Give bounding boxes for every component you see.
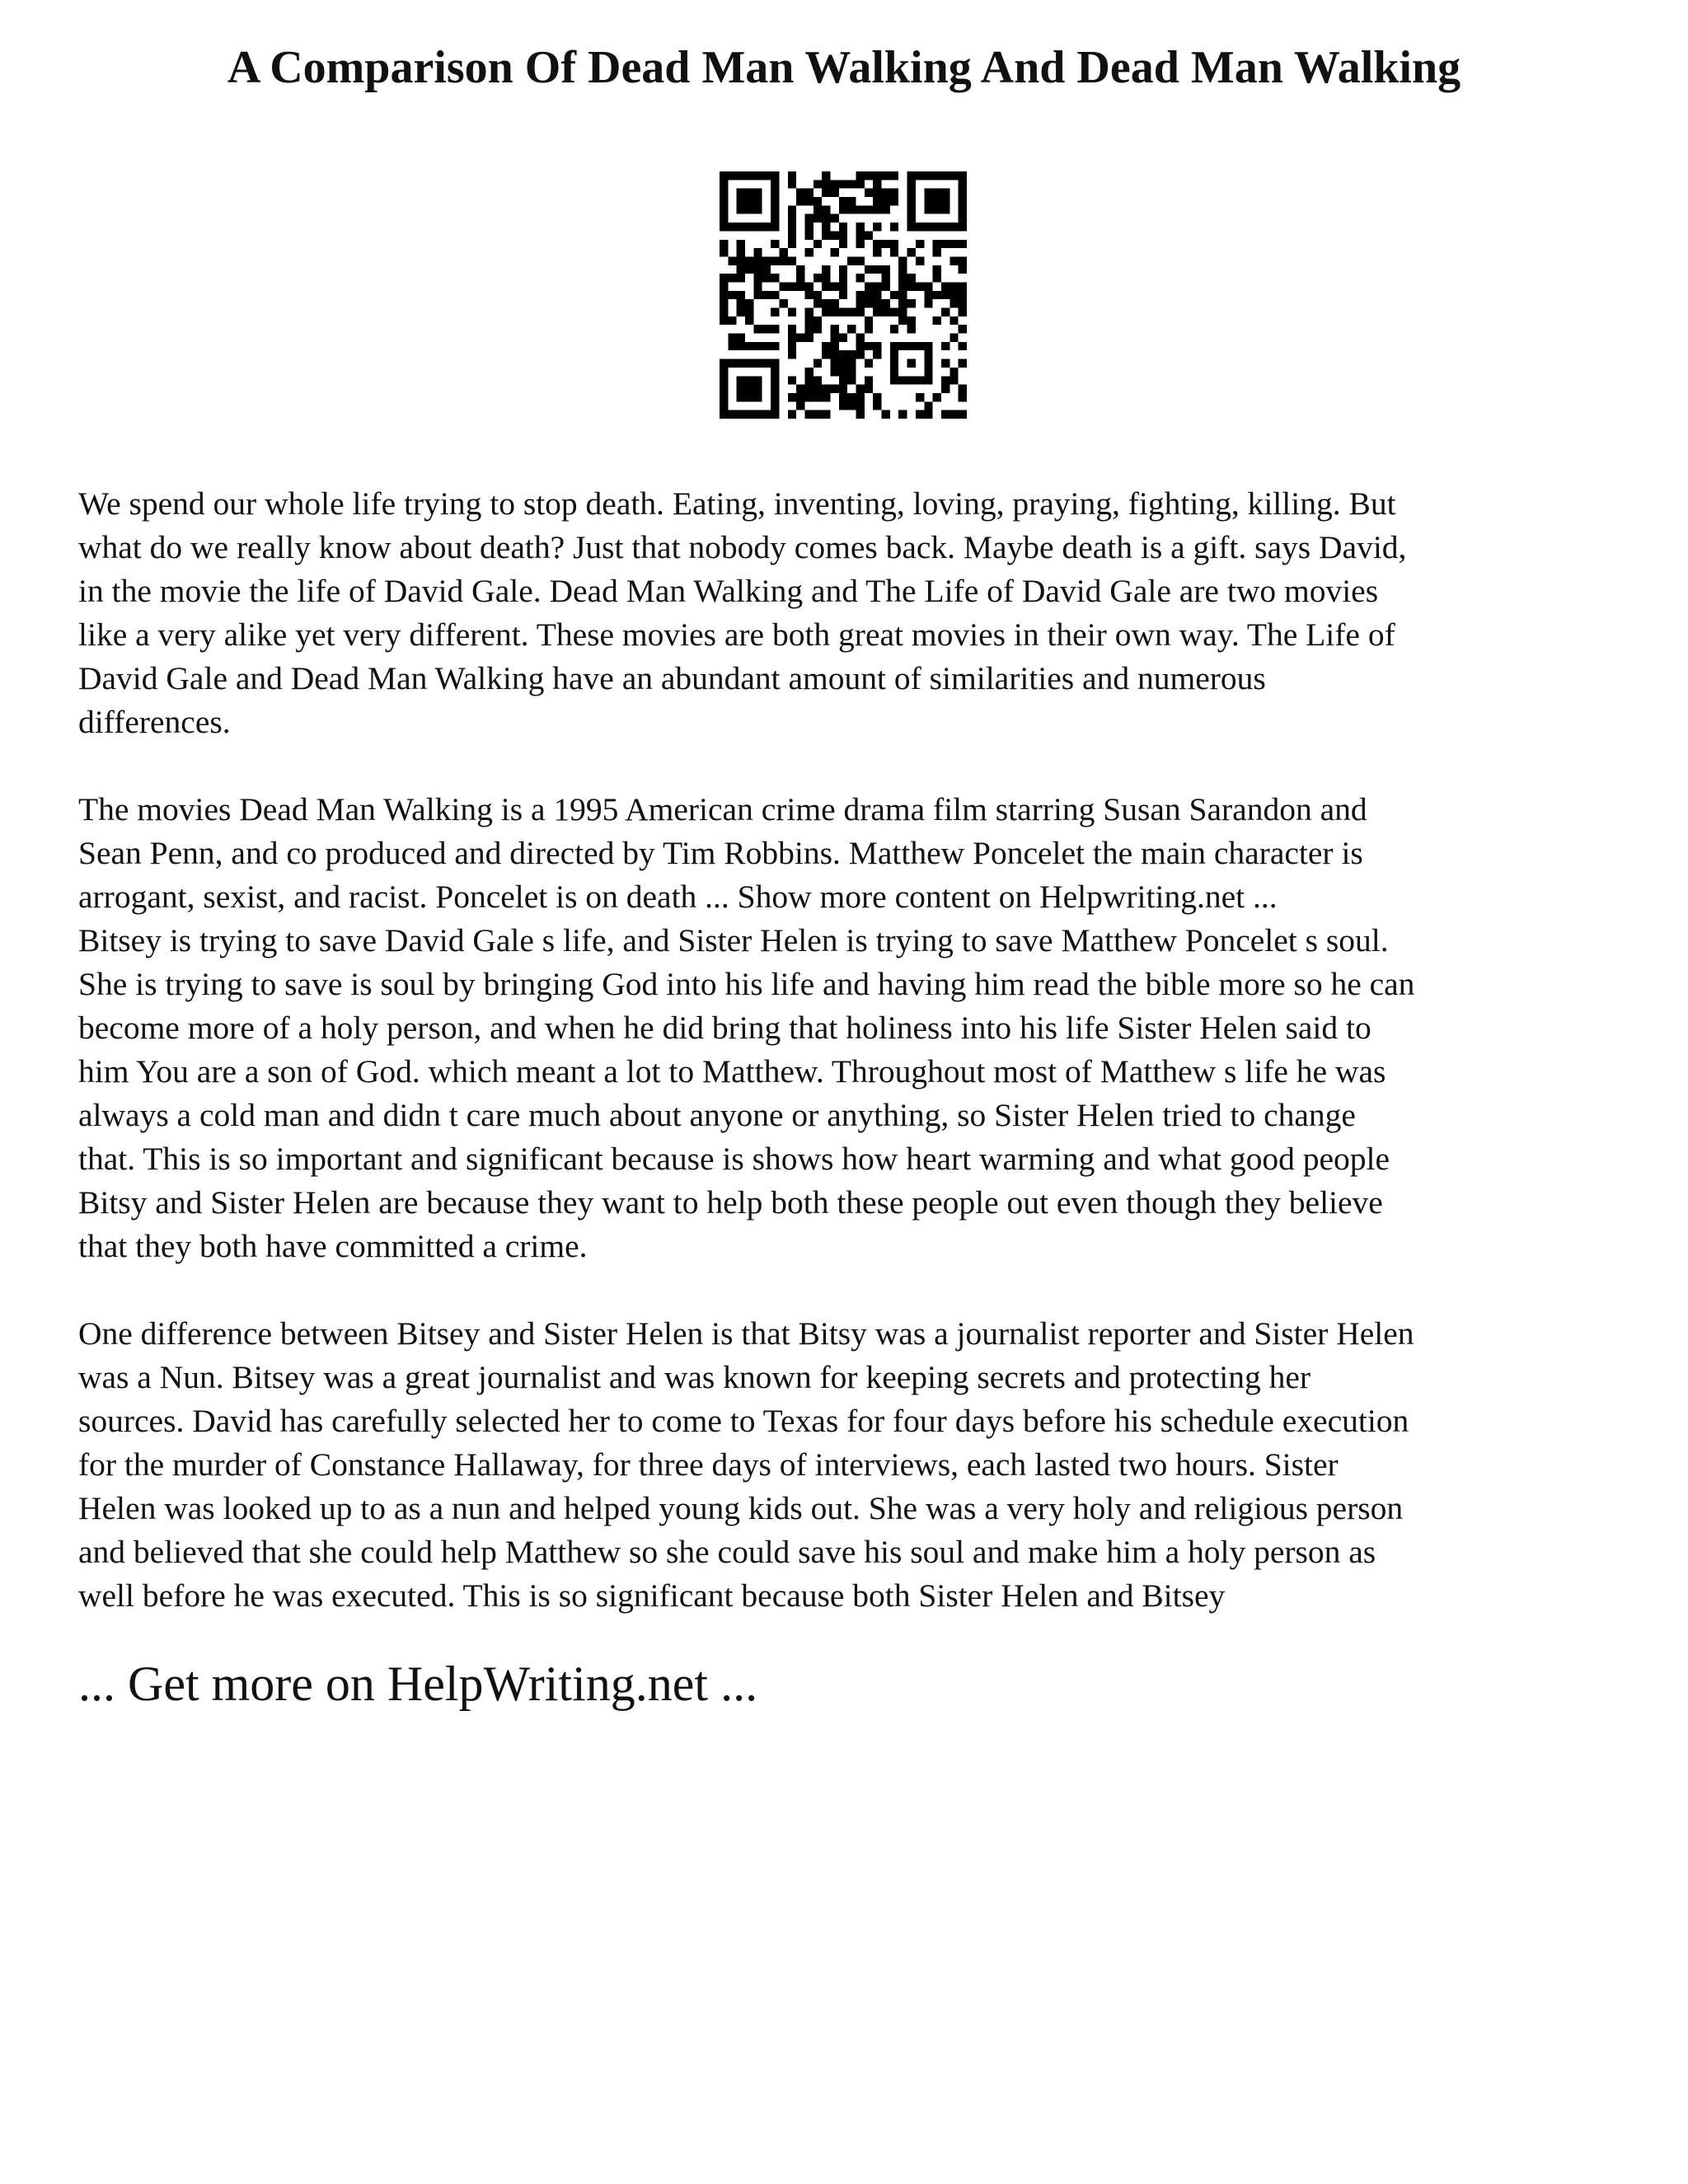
- paragraph-bitsey-helen: Bitsey is trying to save David Gale s life, and Sister Helen is trying to save Matthew Poncelet s soul. She is trying to save is soul by bringing God into his life and having him read the bible more so he can become more of a holy person, and when he did bring that holiness into his life Sister Helen said to him You are a son of God. which meant a lot to Matthew. Throughout most of Matthew s life he was always a cold man and didn t care much about anyone or anything, so Sister Helen tried to change that. This is so important and significant because is shows how heart warming and what good people Bitsy and Sister Helen are because they want to help both these people out even though they believe that they both have committed a crime.: [78, 922, 1415, 1264]
- paragraph-difference: One difference between Bitsey and Sister Helen is that Bitsy was a journalist reporter and Sister Helen was a Nun. Bitsey was a great journalist and was known for keeping secrets and protecting her sources. David has carefully selected her to come to Texas for four days before his schedule execution for the murder of Constance Hallaway, for three days of interviews, each lasted two hours. Sister Helen was looked up to as a nun and helped young kids out. She was a very holy and religious person and believed that she could help Matthew so she could save his soul and make him a holy person as well before he was executed. This is so significant because both Sister Helen and Bitsey: [78, 1315, 1414, 1614]
- essay-body: [78, 482, 1628, 1661]
- qr-code-icon[interactable]: [720, 171, 967, 419]
- document-title: A Comparison Of Dead Man Walking And Dead Man Walking: [227, 42, 1461, 93]
- paragraph-intro: We spend our whole life trying to stop death. Eating, inventing, loving, praying, fighting, killing. But what do we really know about death? Just that nobody comes back. Maybe death is a gift. says David, in the movie the life of David Gale. Dead Man Walking and The Life of David Gale are two movies like a very alike yet very different. These movies are both great movies in their own way. The Life of David Gale and Dead Man Walking have an abundant amount of similarities and numerous differences.: [78, 485, 1407, 740]
- get-more-link[interactable]: ... Get more on HelpWriting.net ...: [78, 1657, 758, 1711]
- paragraph-summary: The movies Dead Man Walking is a 1995 American crime drama film starring Susan Sarandon and Sean Penn, and co produced and directed by Tim Robbins. Matthew Poncelet the main character is arrogant, sexist, and racist. Poncelet is on death ... Show more content on Helpwriting.net ...: [78, 791, 1367, 915]
